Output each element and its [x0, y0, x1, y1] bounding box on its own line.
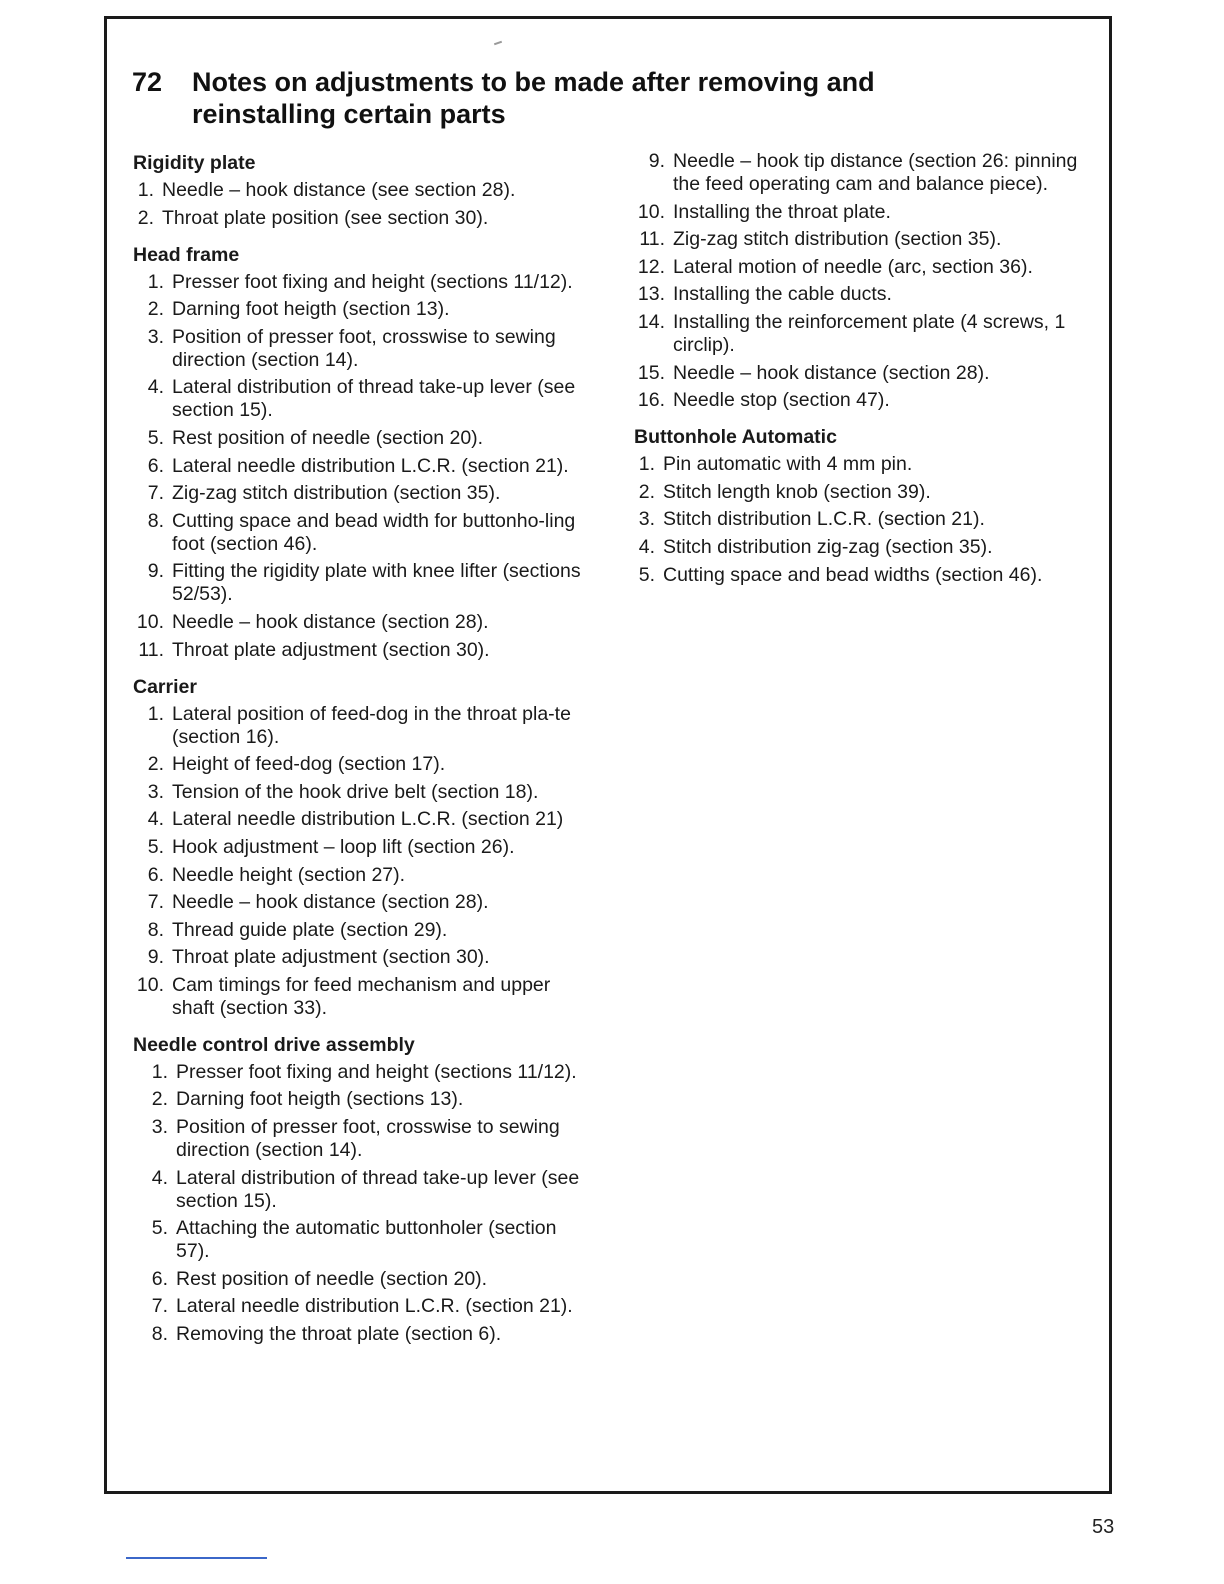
item-number: 7.	[151, 1295, 168, 1318]
list-item	[133, 946, 593, 969]
list-item	[634, 564, 1084, 587]
item-number: 1.	[147, 270, 164, 293]
list-item	[634, 311, 1084, 357]
item-number: 10.	[637, 200, 665, 223]
item-number: 10.	[136, 973, 164, 996]
item-number: 2.	[151, 1088, 168, 1111]
list-item	[133, 207, 593, 230]
item-text: Needle – hook distance (see section 28).	[162, 179, 516, 201]
list-item	[133, 781, 593, 804]
item-number: 6.	[147, 863, 164, 886]
item-number: 2.	[147, 753, 164, 776]
list-item	[133, 1167, 593, 1213]
item-text: Lateral distribution of thread take-up lever (see section 15).	[172, 376, 576, 422]
item-number: 3.	[151, 1116, 168, 1139]
item-text: Zig-zag stitch distribution (section 35).	[673, 228, 1002, 251]
item-number: 9.	[147, 946, 164, 969]
item-number: 1.	[151, 1060, 168, 1083]
item-text: Attaching the automatic buttonholer (section 57).	[176, 1217, 557, 1263]
item-text: Thread guide plate (section 29).	[172, 918, 448, 941]
subsection-title: Carrier	[133, 675, 197, 698]
item-text: Needle height (section 27).	[172, 863, 406, 886]
buttonhole-automatic-section	[634, 426, 1084, 586]
subsection-title: Head frame	[133, 243, 240, 266]
list-item	[133, 1323, 593, 1346]
item-text: Installing the reinforcement plate (4 screws, 1 circlip).	[673, 310, 1066, 356]
item-list	[133, 179, 593, 230]
page-number: 53	[1092, 1516, 1115, 1538]
needle-control-drive-section	[133, 1034, 593, 1346]
item-text: Presser foot fixing and height (sections 11/12).	[172, 270, 573, 293]
subsection-title: Buttonhole Automatic	[634, 426, 837, 449]
item-number: 8.	[151, 1323, 168, 1346]
item-number: 2.	[638, 480, 655, 503]
item-text: Needle – hook distance (section 28).	[673, 361, 990, 384]
list-item	[634, 453, 1084, 476]
list-item	[133, 376, 593, 422]
list-item	[133, 326, 593, 372]
item-text: Position of presser foot, crosswise to sewing direction (section 14).	[176, 1116, 560, 1162]
list-item	[634, 228, 1084, 251]
item-text: Rest position of needle (section 20).	[176, 1267, 488, 1290]
item-list	[133, 1061, 593, 1346]
list-item	[133, 1295, 593, 1318]
item-number: 11.	[639, 228, 665, 251]
list-item	[133, 179, 593, 202]
item-number: 5.	[151, 1217, 168, 1240]
list-item	[133, 891, 593, 914]
list-item	[133, 482, 593, 505]
item-number: 3.	[638, 508, 655, 531]
list-item	[634, 389, 1084, 412]
item-text: Throat plate adjustment (section 30).	[172, 946, 490, 969]
item-list	[133, 271, 593, 662]
list-item	[634, 256, 1084, 279]
list-item	[133, 1088, 593, 1111]
item-number: 12.	[637, 255, 665, 278]
item-text: Needle – hook distance (section 28).	[172, 610, 489, 633]
item-number: 8.	[147, 918, 164, 941]
item-number: 7.	[147, 482, 164, 505]
list-item	[634, 283, 1084, 306]
subsection-title: Needle control drive assembly	[133, 1033, 415, 1056]
item-number: 4.	[151, 1166, 168, 1189]
item-number: 13.	[637, 283, 665, 306]
list-item	[133, 271, 593, 294]
head-frame-section	[133, 244, 593, 662]
item-text: Needle – hook distance (section 28).	[172, 891, 489, 914]
carrier-section	[133, 676, 593, 1020]
item-text: Fitting the rigidity plate with knee lifter (sections 52/53).	[172, 560, 581, 606]
section-title: Notes on adjustments to be made after removing and reinstalling certain parts	[192, 67, 875, 129]
list-item	[634, 201, 1084, 224]
item-number: 6.	[147, 454, 164, 477]
item-text: Throat plate position (see section 30).	[162, 206, 489, 229]
item-text: Cam timings for feed mechanism and upper shaft (section 33).	[172, 973, 551, 1019]
list-item	[634, 362, 1084, 385]
item-number: 14.	[637, 310, 665, 333]
list-item	[133, 560, 593, 606]
item-number: 4.	[147, 808, 164, 831]
item-number: 11.	[138, 638, 164, 661]
item-text: Cutting space and bead widths (section 46).	[663, 563, 1043, 586]
item-text: Hook adjustment – loop lift (section 26).	[172, 835, 515, 858]
item-list	[634, 150, 1084, 412]
section-heading	[132, 66, 912, 130]
item-number: 6.	[151, 1267, 168, 1290]
item-number: 7.	[147, 891, 164, 914]
list-item	[133, 974, 593, 1020]
rigidity-plate-section	[133, 152, 593, 230]
item-text: Lateral needle distribution L.C.R. (section 21)	[172, 808, 564, 831]
list-item	[133, 611, 593, 634]
item-text: Zig-zag stitch distribution (section 35).	[172, 482, 501, 505]
item-text: Lateral needle distribution L.C.R. (section 21).	[176, 1295, 573, 1318]
item-text: Lateral distribution of thread take-up lever (see section 15).	[176, 1166, 580, 1212]
item-number: 2.	[137, 206, 154, 229]
item-text: Installing the cable ducts.	[673, 283, 892, 306]
item-text: Lateral needle distribution L.C.R. (section 21).	[172, 454, 569, 477]
item-number: 9.	[147, 560, 164, 583]
item-number: 10.	[136, 610, 164, 633]
list-item	[133, 703, 593, 749]
item-number: 2.	[147, 298, 164, 321]
item-text: Removing the throat plate (section 6).	[176, 1323, 502, 1346]
item-text: Needle – hook tip distance (section 26: pinning the feed operating cam and balance piece).	[673, 150, 1078, 195]
item-text: Cutting space and bead width for buttonho-ling foot (section 46).	[172, 509, 576, 555]
item-text: Installing the throat plate.	[673, 200, 891, 223]
item-text: Lateral position of feed-dog in the throat pla-te (section 16).	[172, 702, 571, 748]
item-number: 1.	[638, 453, 655, 476]
list-item	[133, 753, 593, 776]
item-text: Height of feed-dog (section 17).	[172, 753, 446, 776]
list-item	[634, 481, 1084, 504]
list-item	[133, 427, 593, 450]
item-list	[634, 453, 1084, 586]
item-number: 9.	[648, 150, 665, 172]
left-column	[133, 152, 593, 1360]
list-item	[133, 298, 593, 321]
list-item	[133, 455, 593, 478]
item-text: Stitch distribution L.C.R. (section 21).	[663, 508, 985, 531]
item-text: Darning foot heigth (section 13).	[172, 298, 450, 321]
item-number: 5.	[147, 835, 164, 858]
item-number: 1.	[137, 179, 154, 201]
item-number: 1.	[147, 702, 164, 725]
subsection-title: Rigidity plate	[133, 152, 256, 174]
item-list	[133, 703, 593, 1020]
list-item	[133, 808, 593, 831]
list-item	[634, 536, 1084, 559]
item-number: 5.	[147, 426, 164, 449]
list-item	[133, 639, 593, 662]
list-item	[133, 1116, 593, 1162]
list-item	[133, 919, 593, 942]
list-item	[133, 836, 593, 859]
item-number: 3.	[147, 325, 164, 348]
section-number: 72	[132, 67, 163, 97]
item-number: 8.	[147, 509, 164, 532]
list-item	[133, 1061, 593, 1084]
footer-rule	[126, 1557, 267, 1559]
item-number: 4.	[147, 376, 164, 399]
item-text: Stitch distribution zig-zag (section 35).	[663, 535, 993, 558]
list-item	[133, 510, 593, 556]
right-column	[634, 150, 1084, 601]
item-number: 16.	[637, 389, 665, 412]
item-text: Pin automatic with 4 mm pin.	[663, 453, 913, 476]
list-item	[133, 1268, 593, 1291]
item-number: 5.	[638, 563, 655, 586]
list-item	[634, 150, 1084, 196]
item-text: Tension of the hook drive belt (section 18).	[172, 780, 539, 803]
item-text: Throat plate adjustment (section 30).	[172, 638, 490, 661]
item-number: 4.	[638, 535, 655, 558]
item-text: Needle stop (section 47).	[673, 389, 890, 412]
needle-control-continued	[634, 150, 1084, 412]
item-number: 15.	[637, 361, 665, 384]
item-text: Lateral motion of needle (arc, section 36).	[673, 255, 1033, 278]
list-item	[133, 864, 593, 887]
item-text: Rest position of needle (section 20).	[172, 426, 484, 449]
item-number: 3.	[147, 780, 164, 803]
list-item	[634, 508, 1084, 531]
item-text: Position of presser foot, crosswise to sewing direction (section 14).	[172, 325, 556, 371]
item-text: Darning foot heigth (sections 13).	[176, 1088, 464, 1111]
item-text: Stitch length knob (section 39).	[663, 480, 931, 503]
item-text: Presser foot fixing and height (sections 11/12).	[176, 1060, 577, 1083]
list-item	[133, 1217, 593, 1263]
